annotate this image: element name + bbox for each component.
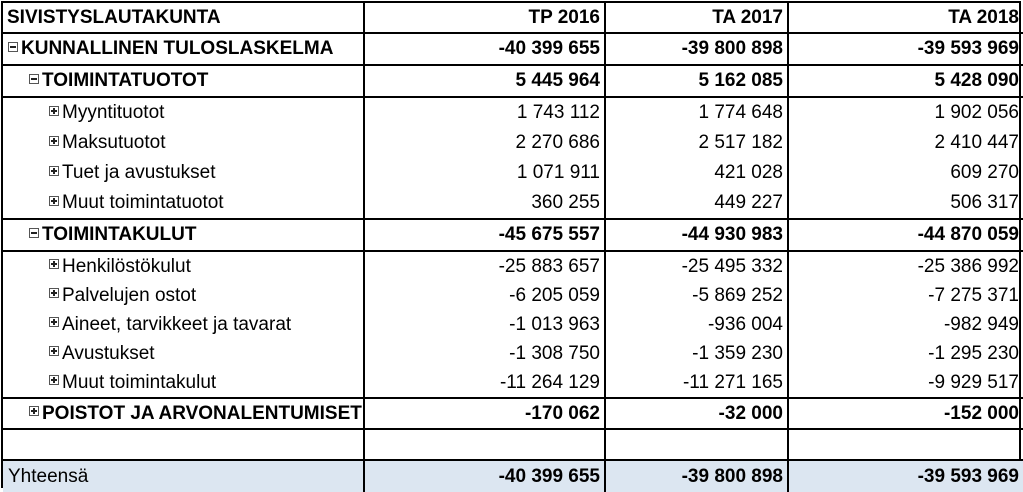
column-header-ta2018: TA 2018	[788, 3, 1023, 33]
cell-value: -936 004	[605, 310, 788, 339]
cell-value: -25 495 332	[605, 251, 788, 281]
total-value: -39 593 969	[788, 460, 1023, 492]
column-header-tp2016: TP 2016	[364, 3, 605, 33]
table-row	[3, 33, 1023, 65]
cell-value: 1 743 112	[364, 97, 605, 128]
table-row	[3, 188, 1023, 219]
total-label: Yhteensä	[3, 460, 364, 492]
cell-value: -40 399 655	[364, 33, 605, 65]
expand-icon[interactable]	[49, 106, 59, 116]
cell-value: 506 317	[788, 188, 1023, 219]
cell-value: 609 270	[788, 158, 1023, 188]
cell-value: 5 428 090	[788, 65, 1023, 97]
row-label: Myyntituotot	[62, 102, 165, 123]
table-row	[3, 281, 1023, 310]
table-row	[3, 310, 1023, 339]
cell-value: -152 000	[788, 398, 1023, 429]
row-label: Palvelujen ostot	[62, 284, 197, 306]
expand-icon[interactable]	[49, 136, 59, 146]
cell-value: -1 308 750	[364, 339, 605, 368]
expand-icon[interactable]	[49, 375, 59, 385]
cell-value: 421 028	[605, 158, 788, 188]
total-value: -40 399 655	[364, 460, 605, 492]
collapse-icon[interactable]	[29, 74, 39, 84]
expand-icon[interactable]	[49, 196, 59, 206]
cell-value: 360 255	[364, 188, 605, 219]
cell-value: -11 271 165	[605, 368, 788, 398]
expand-icon[interactable]	[49, 259, 59, 269]
cell-value: 2 517 182	[605, 128, 788, 158]
table-row	[3, 251, 1023, 281]
row-label: KUNNALLINEN TULOSLASKELMA	[21, 38, 334, 59]
row-label: Maksutuotot	[62, 132, 166, 153]
cell-value: -170 062	[364, 398, 605, 429]
header-row	[3, 3, 1023, 33]
cell-value: -25 386 992	[788, 251, 1023, 281]
cell-value: 5 445 964	[364, 65, 605, 97]
expand-icon[interactable]	[29, 406, 39, 416]
cell-value: -982 949	[788, 310, 1023, 339]
cell-value: -25 883 657	[364, 251, 605, 281]
cell-value: -1 359 230	[605, 339, 788, 368]
cell-value: -7 275 371	[788, 281, 1023, 310]
cell-value: -1 295 230	[788, 339, 1023, 368]
cell-value: -44 930 983	[605, 219, 788, 251]
row-label: TOIMINTAKULUT	[42, 224, 197, 245]
cell-value: -44 870 059	[788, 219, 1023, 251]
total-value: -39 800 898	[605, 460, 788, 492]
pivot-table	[1, 1, 1021, 488]
expand-icon[interactable]	[49, 317, 59, 327]
table-title: SIVISTYSLAUTAKUNTA	[3, 3, 364, 33]
empty-row	[3, 429, 1023, 460]
table-row	[3, 65, 1023, 97]
column-header-ta2017: TA 2017	[605, 3, 788, 33]
expand-icon[interactable]	[49, 166, 59, 176]
table-row	[3, 398, 1023, 429]
cell-value: -39 593 969	[788, 33, 1023, 65]
table-row	[3, 128, 1023, 158]
row-label: Aineet, tarvikkeet ja tavarat	[62, 313, 292, 335]
cell-value: -39 800 898	[605, 33, 788, 65]
row-label: Henkilöstökulut	[62, 255, 191, 277]
cell-value: -11 264 129	[364, 368, 605, 398]
collapse-icon[interactable]	[8, 42, 18, 52]
cell-value: -1 013 963	[364, 310, 605, 339]
cell-value: -9 929 517	[788, 368, 1023, 398]
row-label: Muut toimintatuotot	[62, 192, 224, 213]
cell-value: -45 675 557	[364, 219, 605, 251]
table-row	[3, 219, 1023, 251]
cell-value: 2 270 686	[364, 128, 605, 158]
total-row	[3, 460, 1023, 492]
row-label: Tuet ja avustukset	[62, 162, 216, 183]
cell-value: 1 902 056	[788, 97, 1023, 128]
table-row	[3, 97, 1023, 128]
row-label: TOIMINTATUOTOT	[42, 70, 209, 91]
collapse-icon[interactable]	[29, 228, 39, 238]
cell-value: 1 774 648	[605, 97, 788, 128]
cell-value: 449 227	[605, 188, 788, 219]
cell-value: -5 869 252	[605, 281, 788, 310]
cell-value: -32 000	[605, 398, 788, 429]
table-row	[3, 368, 1023, 398]
row-label: Avustukset	[62, 342, 155, 364]
cell-value: 1 071 911	[364, 158, 605, 188]
expand-icon[interactable]	[49, 346, 59, 356]
row-label: POISTOT JA ARVONALENTUMISET	[42, 402, 362, 424]
expand-icon[interactable]	[49, 288, 59, 298]
cell-value: 2 410 447	[788, 128, 1023, 158]
row-label: Muut toimintakulut	[62, 371, 217, 393]
table-row	[3, 158, 1023, 188]
cell-value: 5 162 085	[605, 65, 788, 97]
cell-value: -6 205 059	[364, 281, 605, 310]
table-row	[3, 339, 1023, 368]
